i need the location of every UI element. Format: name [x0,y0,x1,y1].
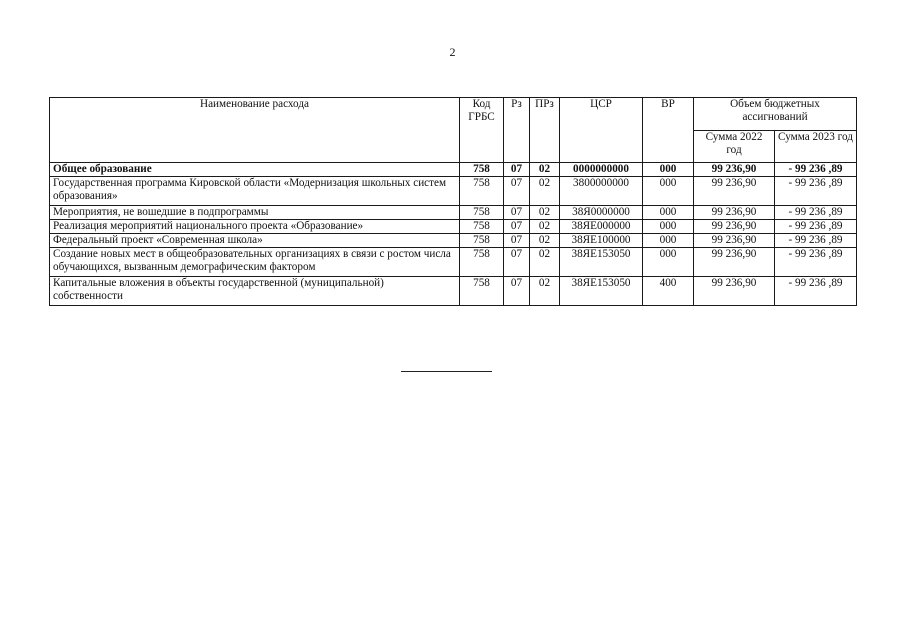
cell-prz: 02 [530,277,560,306]
cell-grbs: 758 [460,163,504,177]
header-volume: Объем бюджетных ассигнований [694,98,857,131]
cell-sum-2022: 99 236,90 [694,220,775,234]
cell-sum-2023: - 99 236 ,89 [775,177,857,206]
budget-table [49,97,857,306]
cell-grbs: 758 [460,206,504,220]
cell-sum-2022: 99 236,90 [694,206,775,220]
cell-vr: 000 [643,177,694,206]
page-number: 2 [449,45,456,59]
cell-csr: 0000000000 [560,163,643,177]
table-row [50,163,857,177]
cell-rz: 07 [504,248,530,277]
cell-sum-2022: 99 236,90 [694,248,775,277]
table-row [50,220,857,234]
cell-sum-2022: 99 236,90 [694,177,775,206]
table-row [50,277,857,306]
cell-prz: 02 [530,220,560,234]
cell-grbs: 758 [460,220,504,234]
cell-name: Федеральный проект «Современная школа» [50,234,460,248]
cell-vr: 000 [643,248,694,277]
cell-name: Государственная программа Кировской области «Модернизация школьных систем образования» [50,177,460,206]
cell-grbs: 758 [460,248,504,277]
cell-rz: 07 [504,163,530,177]
cell-vr: 000 [643,206,694,220]
table-body [50,163,857,306]
table-row [50,234,857,248]
cell-name: Капитальные вложения в объекты государственной (муниципальной) собственности [50,277,460,306]
cell-csr: 38Я0000000 [560,206,643,220]
cell-sum-2023: - 99 236 ,89 [775,277,857,306]
cell-sum-2023: - 99 236 ,89 [775,220,857,234]
cell-csr: 38ЯЕ153050 [560,248,643,277]
cell-prz: 02 [530,206,560,220]
cell-csr: 3800000000 [560,177,643,206]
header-sum-2022: Сумма 2022 год [694,131,775,163]
cell-sum-2022: 99 236,90 [694,277,775,306]
cell-name: Реализация мероприятий национального проекта «Образование» [50,220,460,234]
table-row [50,248,857,277]
cell-sum-2022: 99 236,90 [694,234,775,248]
cell-csr: 38ЯЕ153050 [560,277,643,306]
table-row [50,177,857,206]
cell-vr: 000 [643,220,694,234]
header-sum-2023: Сумма 2023 год [775,131,857,163]
cell-prz: 02 [530,234,560,248]
table-header-row [50,98,857,131]
cell-prz: 02 [530,163,560,177]
cell-sum-2023: - 99 236 ,89 [775,206,857,220]
cell-vr: 000 [643,234,694,248]
cell-rz: 07 [504,220,530,234]
cell-grbs: 758 [460,277,504,306]
header-vr: ВР [643,98,694,163]
cell-sum-2023: - 99 236 ,89 [775,163,857,177]
cell-vr: 000 [643,163,694,177]
cell-sum-2023: - 99 236 ,89 [775,248,857,277]
cell-csr: 38ЯЕ000000 [560,220,643,234]
cell-rz: 07 [504,234,530,248]
cell-grbs: 758 [460,234,504,248]
cell-grbs: 758 [460,177,504,206]
header-name: Наименование расхода [50,98,460,163]
cell-vr: 400 [643,277,694,306]
cell-prz: 02 [530,177,560,206]
cell-sum-2022: 99 236,90 [694,163,775,177]
header-prz: ПРз [530,98,560,163]
cell-sum-2023: - 99 236 ,89 [775,234,857,248]
table-row [50,206,857,220]
cell-rz: 07 [504,206,530,220]
cell-name: Создание новых мест в общеобразовательных организациях в связи с ростом числа обучающихся, вызванным демографическим фактором [50,248,460,277]
cell-rz: 07 [504,277,530,306]
header-rz: Рз [504,98,530,163]
cell-name: Общее образование [50,163,460,177]
cell-rz: 07 [504,177,530,206]
header-csr: ЦСР [560,98,643,163]
cell-prz: 02 [530,248,560,277]
cell-csr: 38ЯЕ100000 [560,234,643,248]
header-grbs: Код ГРБС [460,98,504,163]
separator-line [401,371,492,372]
cell-name: Мероприятия, не вошедшие в подпрограммы [50,206,460,220]
